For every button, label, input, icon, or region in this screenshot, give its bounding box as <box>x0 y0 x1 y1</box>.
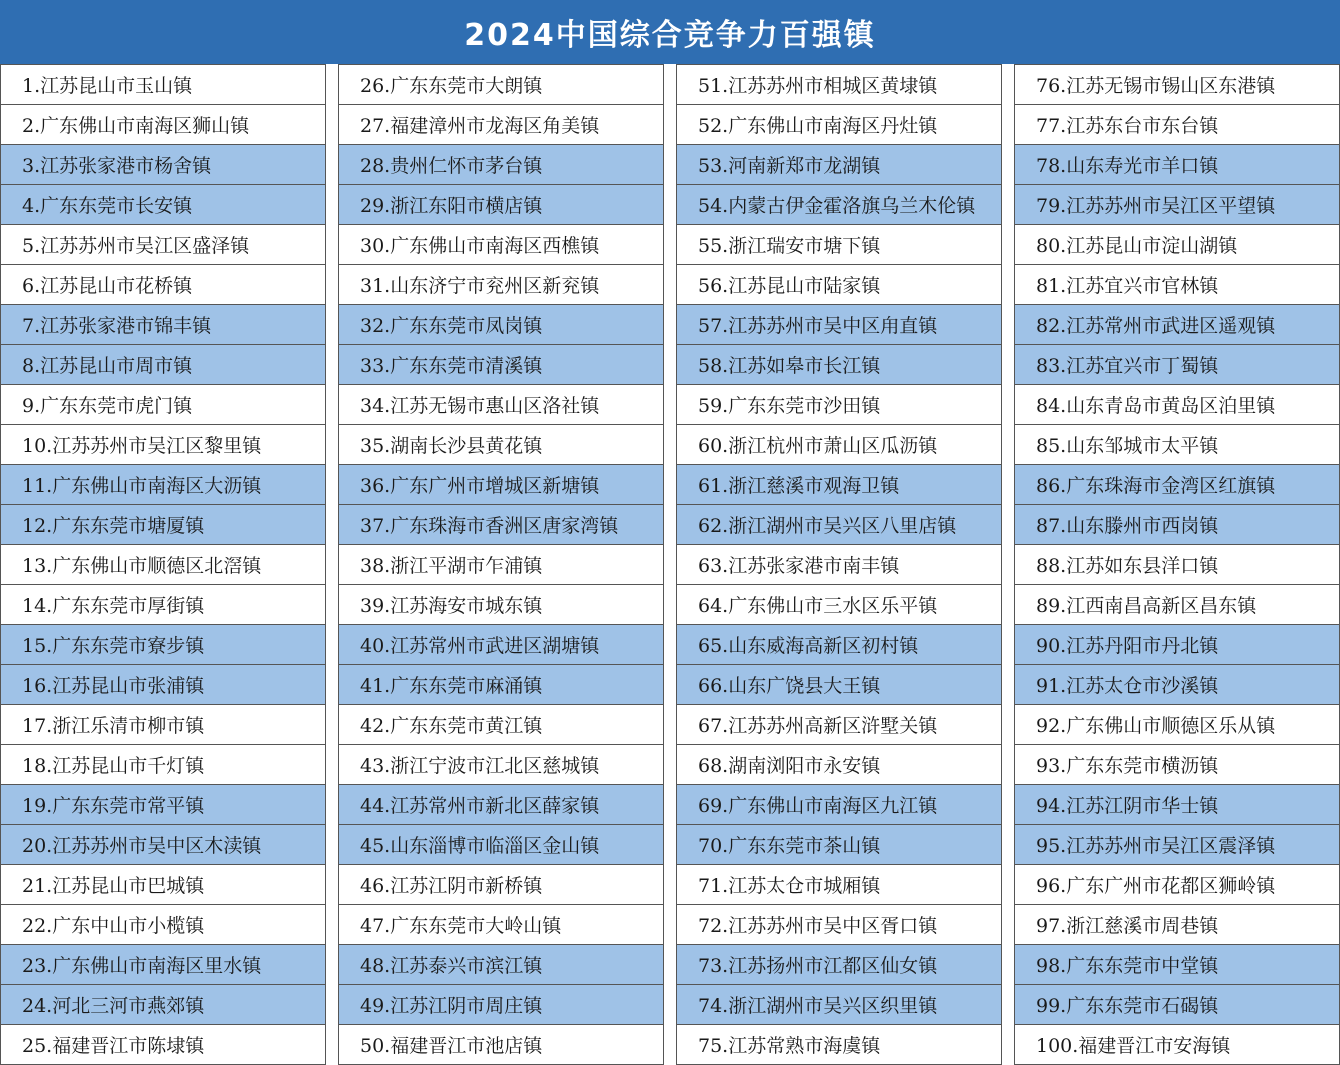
table-cell: 30.广东佛山市南海区西樵镇 <box>339 225 663 265</box>
table-cell: 82.江苏常州市武进区遥观镇 <box>1015 305 1339 345</box>
ranking-column-3 <box>676 64 1002 1065</box>
table-cell: 93.广东东莞市横沥镇 <box>1015 745 1339 785</box>
table-cell: 40.江苏常州市武进区湖塘镇 <box>339 625 663 665</box>
ranking-column-2 <box>338 64 664 1065</box>
table-cell: 100.福建晋江市安海镇 <box>1015 1025 1339 1065</box>
table-cell: 98.广东东莞市中堂镇 <box>1015 945 1339 985</box>
table-cell: 32.广东东莞市凤岗镇 <box>339 305 663 345</box>
table-cell: 67.江苏苏州高新区浒墅关镇 <box>677 705 1001 745</box>
table-cell: 77.江苏东台市东台镇 <box>1015 105 1339 145</box>
table-cell: 49.江苏江阴市周庄镇 <box>339 985 663 1025</box>
table-cell: 43.浙江宁波市江北区慈城镇 <box>339 745 663 785</box>
table-cell: 24.河北三河市燕郊镇 <box>1 985 325 1025</box>
table-cell: 53.河南新郑市龙湖镇 <box>677 145 1001 185</box>
table-cell: 51.江苏苏州市相城区黄埭镇 <box>677 65 1001 105</box>
table-cell: 21.江苏昆山市巴城镇 <box>1 865 325 905</box>
page-title: 2024中国综合竞争力百强镇 <box>464 18 876 53</box>
table-cell: 16.江苏昆山市张浦镇 <box>1 665 325 705</box>
table-cell: 69.广东佛山市南海区九江镇 <box>677 785 1001 825</box>
table-cell: 10.江苏苏州市吴江区黎里镇 <box>1 425 325 465</box>
table-cell: 42.广东东莞市黄江镇 <box>339 705 663 745</box>
table-cell: 13.广东佛山市顺德区北滘镇 <box>1 545 325 585</box>
table-cell: 68.湖南浏阳市永安镇 <box>677 745 1001 785</box>
table-cell: 74.浙江湖州市吴兴区织里镇 <box>677 985 1001 1025</box>
table-cell: 73.江苏扬州市江都区仙女镇 <box>677 945 1001 985</box>
table-cell: 2.广东佛山市南海区狮山镇 <box>1 105 325 145</box>
table-cell: 61.浙江慈溪市观海卫镇 <box>677 465 1001 505</box>
table-cell: 26.广东东莞市大朗镇 <box>339 65 663 105</box>
table-cell: 18.江苏昆山市千灯镇 <box>1 745 325 785</box>
table-cell: 41.广东东莞市麻涌镇 <box>339 665 663 705</box>
table-cell: 87.山东滕州市西岗镇 <box>1015 505 1339 545</box>
table-cell: 22.广东中山市小榄镇 <box>1 905 325 945</box>
table-cell: 31.山东济宁市兖州区新兖镇 <box>339 265 663 305</box>
table-cell: 6.江苏昆山市花桥镇 <box>1 265 325 305</box>
table-cell: 85.山东邹城市太平镇 <box>1015 425 1339 465</box>
table-cell: 44.江苏常州市新北区薛家镇 <box>339 785 663 825</box>
table-cell: 52.广东佛山市南海区丹灶镇 <box>677 105 1001 145</box>
table-cell: 17.浙江乐清市柳市镇 <box>1 705 325 745</box>
table-cell: 19.广东东莞市常平镇 <box>1 785 325 825</box>
table-cell: 66.山东广饶县大王镇 <box>677 665 1001 705</box>
table-cell: 38.浙江平湖市乍浦镇 <box>339 545 663 585</box>
table-cell: 75.江苏常熟市海虞镇 <box>677 1025 1001 1065</box>
table-cell: 65.山东威海高新区初村镇 <box>677 625 1001 665</box>
table-cell: 92.广东佛山市顺德区乐从镇 <box>1015 705 1339 745</box>
table-cell: 34.江苏无锡市惠山区洛社镇 <box>339 385 663 425</box>
table-cell: 63.江苏张家港市南丰镇 <box>677 545 1001 585</box>
table-cell: 56.江苏昆山市陆家镇 <box>677 265 1001 305</box>
table-cell: 48.江苏泰兴市滨江镇 <box>339 945 663 985</box>
ranking-column-4 <box>1014 64 1340 1065</box>
table-cell: 88.江苏如东县洋口镇 <box>1015 545 1339 585</box>
table-cell: 45.山东淄博市临淄区金山镇 <box>339 825 663 865</box>
table-cell: 36.广东广州市增城区新塘镇 <box>339 465 663 505</box>
table-cell: 58.江苏如皋市长江镇 <box>677 345 1001 385</box>
table-cell: 76.江苏无锡市锡山区东港镇 <box>1015 65 1339 105</box>
table-cell: 12.广东东莞市塘厦镇 <box>1 505 325 545</box>
table-cell: 8.江苏昆山市周市镇 <box>1 345 325 385</box>
table-cell: 15.广东东莞市寮步镇 <box>1 625 325 665</box>
table-cell: 25.福建晋江市陈埭镇 <box>1 1025 325 1065</box>
table-cell: 4.广东东莞市长安镇 <box>1 185 325 225</box>
table-cell: 54.内蒙古伊金霍洛旗乌兰木伦镇 <box>677 185 1001 225</box>
table-cell: 11.广东佛山市南海区大沥镇 <box>1 465 325 505</box>
table-cell: 37.广东珠海市香洲区唐家湾镇 <box>339 505 663 545</box>
table-cell: 89.江西南昌高新区昌东镇 <box>1015 585 1339 625</box>
table-cell: 27.福建漳州市龙海区角美镇 <box>339 105 663 145</box>
table-cell: 72.江苏苏州市吴中区胥口镇 <box>677 905 1001 945</box>
table-cell: 64.广东佛山市三水区乐平镇 <box>677 585 1001 625</box>
table-cell: 46.江苏江阴市新桥镇 <box>339 865 663 905</box>
table-cell: 3.江苏张家港市杨舍镇 <box>1 145 325 185</box>
table-cell: 55.浙江瑞安市塘下镇 <box>677 225 1001 265</box>
table-cell: 28.贵州仁怀市茅台镇 <box>339 145 663 185</box>
table-cell: 81.江苏宜兴市官林镇 <box>1015 265 1339 305</box>
table-cell: 60.浙江杭州市萧山区瓜沥镇 <box>677 425 1001 465</box>
table-cell: 33.广东东莞市清溪镇 <box>339 345 663 385</box>
table-cell: 86.广东珠海市金湾区红旗镇 <box>1015 465 1339 505</box>
table-cell: 23.广东佛山市南海区里水镇 <box>1 945 325 985</box>
table-cell: 29.浙江东阳市横店镇 <box>339 185 663 225</box>
table-cell: 83.江苏宜兴市丁蜀镇 <box>1015 345 1339 385</box>
table-cell: 20.江苏苏州市吴中区木渎镇 <box>1 825 325 865</box>
table-cell: 5.江苏苏州市吴江区盛泽镇 <box>1 225 325 265</box>
table-cell: 47.广东东莞市大岭山镇 <box>339 905 663 945</box>
table-cell: 95.江苏苏州市吴江区震泽镇 <box>1015 825 1339 865</box>
table-cell: 96.广东广州市花都区狮岭镇 <box>1015 865 1339 905</box>
table-cell: 62.浙江湖州市吴兴区八里店镇 <box>677 505 1001 545</box>
table-cell: 99.广东东莞市石碣镇 <box>1015 985 1339 1025</box>
table-cell: 50.福建晋江市池店镇 <box>339 1025 663 1065</box>
table-cell: 1.江苏昆山市玉山镇 <box>1 65 325 105</box>
table-cell: 70.广东东莞市茶山镇 <box>677 825 1001 865</box>
table-cell: 94.江苏江阴市华士镇 <box>1015 785 1339 825</box>
table-cell: 78.山东寿光市羊口镇 <box>1015 145 1339 185</box>
table-cell: 71.江苏太仓市城厢镇 <box>677 865 1001 905</box>
table-cell: 35.湖南长沙县黄花镇 <box>339 425 663 465</box>
table-cell: 59.广东东莞市沙田镇 <box>677 385 1001 425</box>
title-bar <box>0 0 1340 64</box>
ranking-table <box>0 64 1340 1065</box>
table-cell: 7.江苏张家港市锦丰镇 <box>1 305 325 345</box>
table-cell: 91.江苏太仓市沙溪镇 <box>1015 665 1339 705</box>
table-cell: 84.山东青岛市黄岛区泊里镇 <box>1015 385 1339 425</box>
table-cell: 90.江苏丹阳市丹北镇 <box>1015 625 1339 665</box>
table-cell: 14.广东东莞市厚街镇 <box>1 585 325 625</box>
table-cell: 9.广东东莞市虎门镇 <box>1 385 325 425</box>
table-cell: 80.江苏昆山市淀山湖镇 <box>1015 225 1339 265</box>
table-cell: 39.江苏海安市城东镇 <box>339 585 663 625</box>
table-cell: 97.浙江慈溪市周巷镇 <box>1015 905 1339 945</box>
table-cell: 79.江苏苏州市吴江区平望镇 <box>1015 185 1339 225</box>
table-cell: 57.江苏苏州市吴中区甪直镇 <box>677 305 1001 345</box>
ranking-column-1 <box>0 64 326 1065</box>
